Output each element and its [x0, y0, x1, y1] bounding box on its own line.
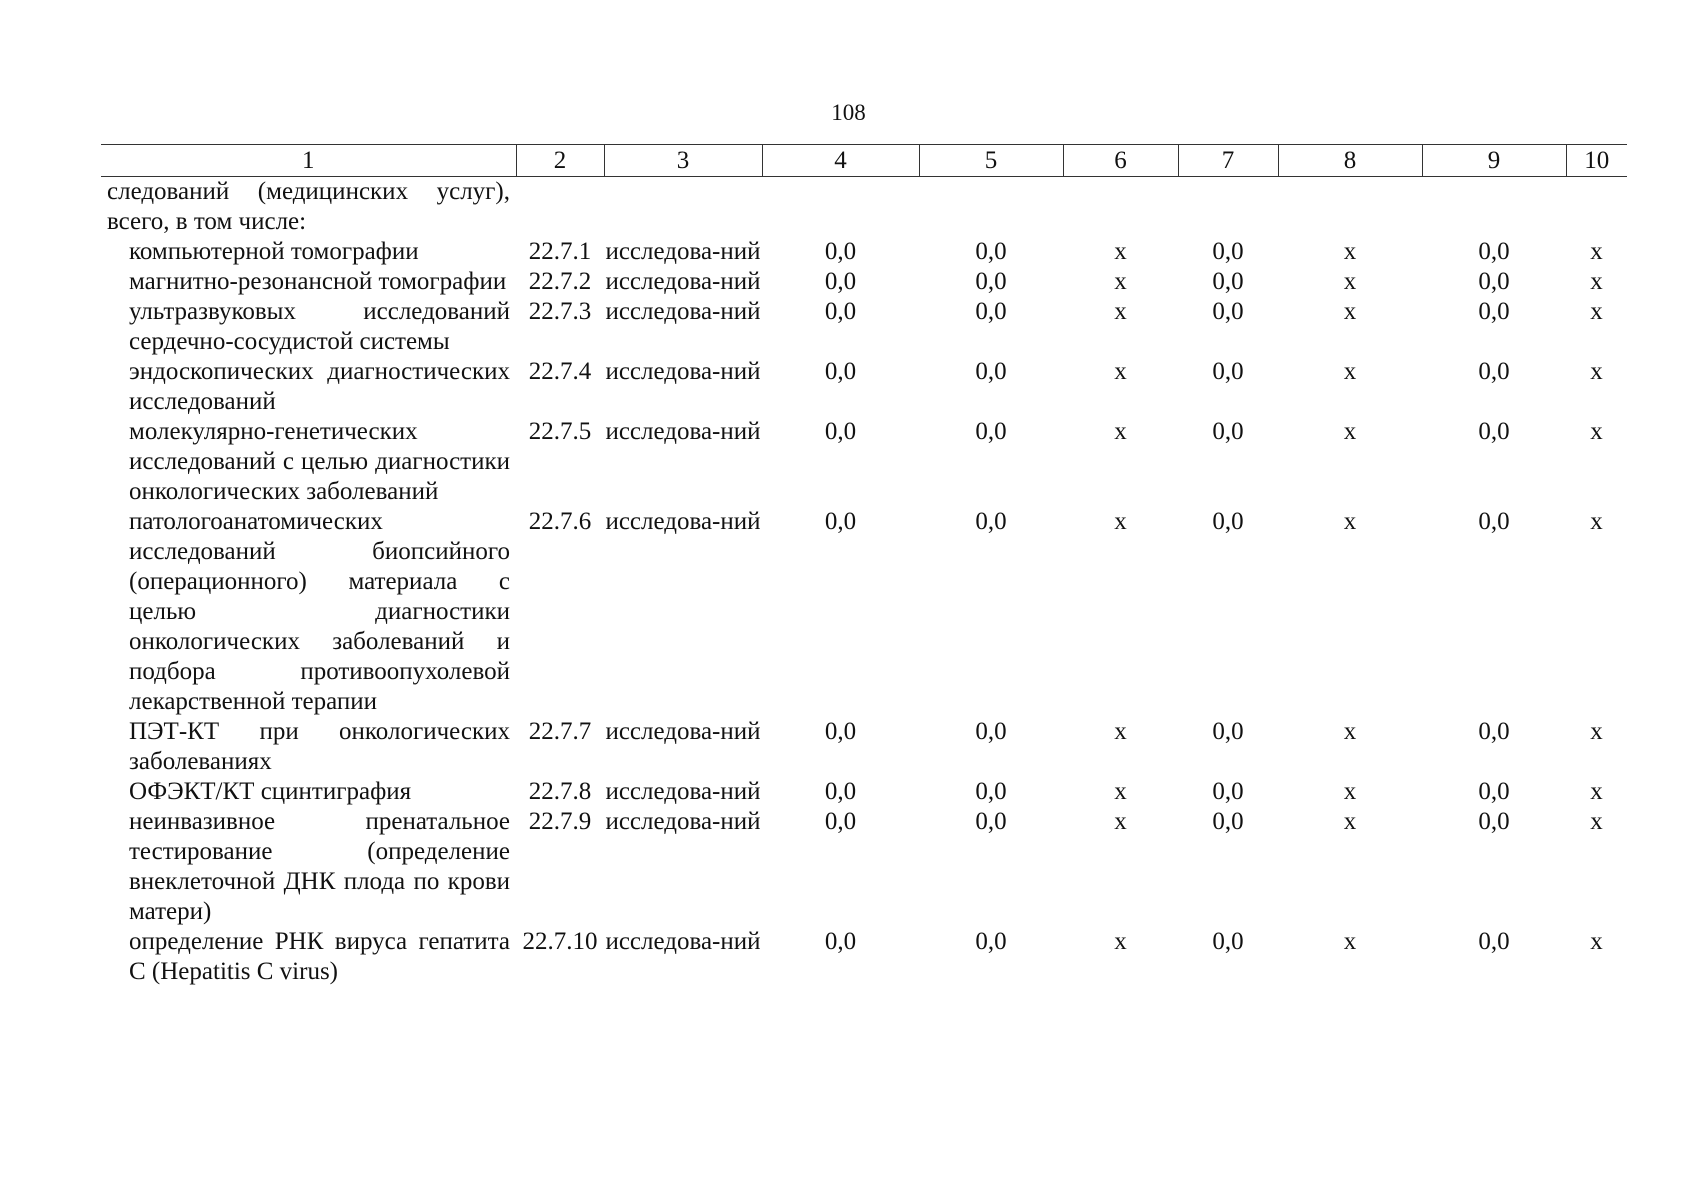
value-col-7: 0,0 — [1212, 298, 1244, 325]
unit-cell: исследова-ний — [605, 778, 761, 805]
value-col-5: 0,0 — [975, 358, 1007, 385]
value-col-4: 0,0 — [824, 358, 857, 385]
value-col-6: х — [1114, 718, 1127, 745]
value-col-10: х — [1590, 718, 1603, 745]
service-name: ультразвуковых исследований сердечно-сосудистой системы — [129, 298, 510, 355]
service-name: компьютерной томографии — [129, 238, 419, 265]
value-col-8: х — [1343, 808, 1357, 835]
table-row — [101, 267, 1627, 297]
value-col-4: 0,0 — [824, 268, 857, 295]
value-col-6: х — [1114, 928, 1127, 955]
table-row — [101, 417, 1627, 507]
unit-cell: исследова-ний — [605, 268, 761, 295]
value-col-4: 0,0 — [824, 418, 857, 445]
table-header — [101, 145, 1627, 177]
header-col-2: 2 — [516, 145, 604, 177]
table-row — [101, 807, 1627, 927]
service-name: ОФЭКТ/КТ сцинтиграфия — [129, 778, 412, 805]
service-code: 22.7.3 — [528, 298, 592, 325]
value-col-7: 0,0 — [1212, 508, 1244, 535]
value-col-6: х — [1114, 298, 1127, 325]
value-col-9: 0,0 — [1478, 928, 1510, 955]
value-col-9: 0,0 — [1478, 508, 1510, 535]
value-col-9: 0,0 — [1478, 268, 1510, 295]
value-col-5: 0,0 — [975, 238, 1007, 265]
value-col-9: 0,0 — [1478, 418, 1510, 445]
unit-cell: исследова-ний — [605, 298, 761, 325]
value-col-6: х — [1114, 778, 1127, 805]
service-name: неинвазивное пренатальное тестирование (определение внеклеточной ДНК плода по крови матери) — [129, 808, 510, 925]
value-col-10: х — [1590, 358, 1603, 385]
header-col-8: 8 — [1278, 145, 1422, 177]
value-col-9: 0,0 — [1478, 238, 1510, 265]
table-row — [101, 717, 1627, 777]
service-code: 22.7.4 — [528, 358, 592, 385]
service-code: 22.7.5 — [528, 418, 592, 445]
service-code: 22.7.10 — [522, 928, 598, 955]
service-code: 22.7.7 — [528, 718, 592, 745]
service-code: 22.7.2 — [528, 268, 592, 295]
value-col-10: х — [1590, 928, 1603, 955]
value-col-9: 0,0 — [1478, 358, 1510, 385]
value-col-6: х — [1114, 808, 1127, 835]
value-col-5: 0,0 — [975, 928, 1007, 955]
header-col-6: 6 — [1063, 145, 1178, 177]
value-col-5: 0,0 — [975, 268, 1007, 295]
value-col-9: 0,0 — [1478, 778, 1510, 805]
value-col-8: х — [1343, 718, 1357, 745]
unit-cell: исследова-ний — [605, 508, 761, 535]
header-row — [101, 145, 1627, 177]
value-col-4: 0,0 — [824, 928, 857, 955]
service-name: определение РНК вируса гепатита С (Hepatitis C virus) — [129, 928, 510, 985]
value-col-4: 0,0 — [824, 298, 857, 325]
header-col-10: 10 — [1566, 145, 1627, 177]
header-col-1: 1 — [101, 145, 516, 177]
intro-row — [101, 177, 1627, 238]
unit-cell: исследова-ний — [605, 418, 761, 445]
value-col-7: 0,0 — [1212, 418, 1244, 445]
value-col-10: х — [1590, 508, 1603, 535]
value-col-4: 0,0 — [824, 778, 857, 805]
services-table — [101, 144, 1627, 987]
unit-cell: исследова-ний — [605, 358, 761, 385]
header-col-9: 9 — [1422, 145, 1566, 177]
value-col-7: 0,0 — [1212, 358, 1244, 385]
value-col-5: 0,0 — [975, 418, 1007, 445]
value-col-10: х — [1590, 808, 1603, 835]
service-name: магнитно-резонансной томографии — [129, 268, 507, 295]
value-col-5: 0,0 — [975, 778, 1007, 805]
value-col-10: х — [1590, 418, 1603, 445]
value-col-7: 0,0 — [1212, 928, 1244, 955]
value-col-5: 0,0 — [975, 508, 1007, 535]
table-row — [101, 777, 1627, 807]
header-col-7: 7 — [1178, 145, 1278, 177]
unit-cell: исследова-ний — [605, 808, 761, 835]
value-col-4: 0,0 — [824, 238, 857, 265]
value-col-7: 0,0 — [1212, 238, 1244, 265]
table-row — [101, 297, 1627, 357]
value-col-10: х — [1590, 778, 1603, 805]
value-col-8: х — [1343, 508, 1357, 535]
value-col-6: х — [1114, 418, 1127, 445]
unit-cell: исследова-ний — [605, 928, 761, 955]
table-row — [101, 237, 1627, 267]
header-col-4: 4 — [762, 145, 919, 177]
header-col-3: 3 — [604, 145, 762, 177]
value-col-8: х — [1343, 418, 1357, 445]
value-col-10: х — [1590, 268, 1603, 295]
page-number: 108 — [831, 100, 866, 125]
value-col-7: 0,0 — [1212, 268, 1244, 295]
service-code: 22.7.6 — [528, 508, 592, 535]
table-row — [101, 507, 1627, 717]
service-code: 22.7.8 — [528, 778, 592, 805]
value-col-8: х — [1343, 268, 1357, 295]
value-col-4: 0,0 — [824, 718, 857, 745]
header-col-5: 5 — [919, 145, 1063, 177]
value-col-8: х — [1343, 778, 1357, 805]
value-col-6: х — [1114, 358, 1127, 385]
value-col-8: х — [1343, 238, 1357, 265]
service-name: молекулярно-генетических исследований с целью диагностики онкологических заболеваний — [129, 418, 510, 505]
service-name: патологоанатомических исследований биопсийного (операционного) материала с целью диагностики онкологических заболеваний и подбора противоопухолевой лекарственной терапии — [129, 508, 510, 715]
value-col-9: 0,0 — [1478, 718, 1510, 745]
value-col-9: 0,0 — [1478, 808, 1510, 835]
table-body — [101, 177, 1627, 988]
value-col-10: х — [1590, 238, 1603, 265]
value-col-10: х — [1590, 298, 1603, 325]
value-col-7: 0,0 — [1212, 808, 1244, 835]
value-col-4: 0,0 — [824, 808, 857, 835]
value-col-6: х — [1114, 268, 1127, 295]
value-col-5: 0,0 — [975, 298, 1007, 325]
value-col-7: 0,0 — [1212, 778, 1244, 805]
value-col-8: х — [1343, 358, 1357, 385]
value-col-4: 0,0 — [824, 508, 857, 535]
value-col-5: 0,0 — [975, 718, 1007, 745]
value-col-8: х — [1343, 928, 1357, 955]
value-col-6: х — [1114, 238, 1127, 265]
unit-cell: исследова-ний — [605, 238, 761, 265]
service-name: эндоскопических диагностических исследований — [129, 358, 510, 415]
value-col-9: 0,0 — [1478, 298, 1510, 325]
value-col-5: 0,0 — [975, 808, 1007, 835]
service-code: 22.7.9 — [528, 808, 592, 835]
value-col-6: х — [1114, 508, 1127, 535]
table-row — [101, 927, 1627, 987]
unit-cell: исследова-ний — [605, 718, 761, 745]
service-name: ПЭТ-КТ при онкологических заболеваниях — [129, 718, 510, 775]
table-row — [101, 357, 1627, 417]
value-col-8: х — [1343, 298, 1357, 325]
service-code: 22.7.1 — [528, 238, 592, 265]
value-col-7: 0,0 — [1212, 718, 1244, 745]
intro-text: следований (медицинских услуг), всего, в том числе: — [107, 178, 510, 235]
